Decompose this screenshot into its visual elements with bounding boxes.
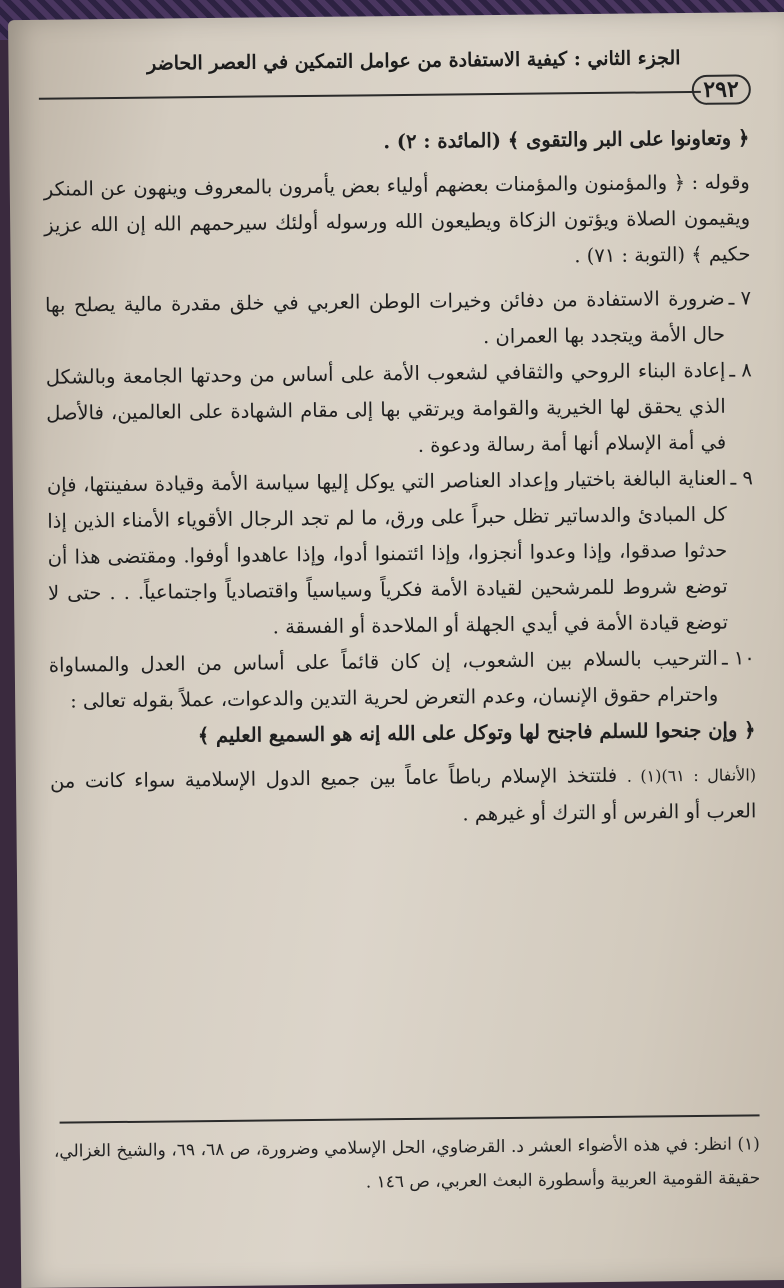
footnotes <box>54 1127 761 1202</box>
page-body <box>43 120 756 844</box>
item-number: ٨ ـ <box>729 358 752 382</box>
list-item-10 <box>49 640 756 719</box>
book-page <box>8 12 784 1288</box>
page-header <box>38 42 761 120</box>
item-text: الترحيب بالسلام بين الشعوب، إن كان قائماً على أساس من العدل والمساواة واحترام حقوق الإنسان، وعدم التعرض لحرية التدين والدعوات، عملاً بقوله تعالى : <box>48 646 719 713</box>
list-item-8 <box>46 352 753 467</box>
verse-line-3: ﴿ وإن جنحوا للسلم فاجنح لها وتوكل على الله إنه هو السميع العليم ﴾ <box>197 718 756 748</box>
item-text: إعادة البناء الروحي والثقافي لشعوب الأمة على أساس من وحدتها الجامعة وبالشكل الذي يحقق لها الخيرية والقوامة ويرتقي بها إلى مقام الشهادة على العالمين، فالأصل في أمة الإسلام أنها أمة رسالة ودعوة . <box>45 358 727 457</box>
page-number: ٢٩٢ <box>691 74 751 105</box>
item-number: ١٠ ـ <box>721 646 755 670</box>
item-text: العناية البالغة باختيار وإعداد العناصر التي يوكل إليها سياسة الأمة وقيادة سفينتها، فإن كل المبادئ والدساتير تظل حبراً على ورق، ما لم تجد الرجال الأقوياء الأمناء الذين إذا حدثوا صدقوا، وإذا وعدوا أنجزوا، وإذا ائتمنوا أدوا، وإذا عاهدوا أوفوا. ومقتضى هذا أن توضع شروط للمرشحين لقيادة الأمة فكرياً وسياسياً واقتصادياً واجتماعياً. . . حتى لا توضع قيادة الأمة في أيدي الجهلة أو الملاحدة أو الفسقة . <box>46 466 729 639</box>
verse-line-2: وقوله : ﴿ والمؤمنون والمؤمنات بعضهم أولياء بعض يأمرون بالمعروف وينهون عن المنكر ويقيمون الصلاة ويؤتون الزكاة ويطيعون الله ورسوله أولئك سيرحمهم الله إن الله عزيز حكيم ﴾ (التوبة : ٧١) . <box>43 170 751 268</box>
closing-text: فلتتخذ الإسلام رباطاً عاماً بين جميع الدول الإسلامية سواء كانت من العرب أو الفرس أو الترك أو غيرهم . <box>49 763 757 826</box>
header-rule <box>39 91 701 100</box>
item-text: ضرورة الاستفادة من دفائن وخيرات الوطن العربي في خلق مقدرة مالية يصلح بها حال الأمة ويتجدد بها العمران . <box>44 286 726 349</box>
item-number: ٧ ـ <box>728 286 752 310</box>
running-title: الجزء الثاني : كيفية الاستفادة من عوامل التمكين في العصر الحاضر <box>146 47 681 75</box>
footnote-rule <box>60 1114 760 1123</box>
verse-line-1: ﴿ وتعاونوا على البر والتقوى ﴾ (المائدة : ٢) . <box>383 126 750 154</box>
list-item-7 <box>45 280 752 359</box>
closing-citation: (الأنفال : ٦١)(١) . <box>626 765 757 786</box>
list-item-9 <box>47 460 755 647</box>
footnote-1: (١) انظر: في هذه الأضواء العشر د. القرضاوي، الحل الإسلامي وضرورة، ص ٦٨، ٦٩، والشيخ الغزالي، حقيقة القومية العربية وأسطورة البعث العربي، ص ١٤٦ . <box>53 1134 761 1193</box>
item-number: ٩ ـ <box>730 466 753 490</box>
closing-paragraph <box>50 756 757 836</box>
